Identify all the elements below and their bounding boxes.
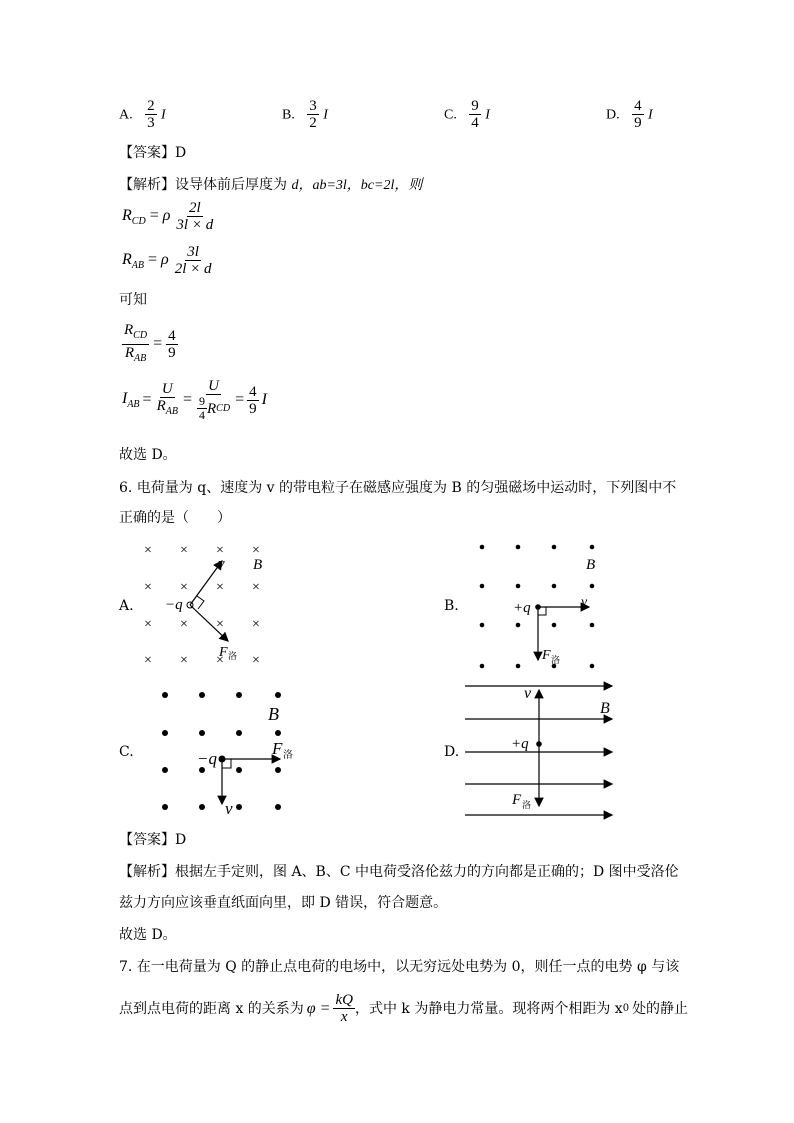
option-letter: A. [119, 107, 133, 123]
figure-a [115, 535, 295, 670]
answer-line-q6: 【答案】D [119, 832, 187, 848]
fraction: $\frac{2l}{3l \times d}$ [176, 200, 214, 233]
option-c: C. $\frac{9}{4}$ I [444, 98, 490, 131]
equation-rab: $R_{AB} = \rho$ $\frac{3l}{2l \times d}$ [122, 244, 212, 277]
fraction: $\frac{4}{9}$ [249, 383, 257, 417]
fraction: $\frac{3l}{2l \times d}$ [174, 244, 212, 277]
analysis-line: 【解析】设导体前后厚度为 d，ab=3l，bc=2l，则 [119, 177, 423, 193]
svg-text:×: × [180, 653, 188, 668]
figure-b-label: B. [444, 598, 459, 614]
label-charge: +q [513, 600, 531, 616]
svg-text:×: × [216, 543, 224, 558]
figure-d [460, 678, 620, 823]
fraction: $\frac{2}{3}$ [147, 98, 155, 131]
label-b: B [600, 700, 610, 717]
label-charge: −q [165, 597, 183, 613]
label-b: B [268, 704, 279, 724]
label-f-sub: 洛 [283, 750, 293, 761]
fraction: $\frac{3}{2}$ [309, 98, 317, 131]
figure-a-label: A. [119, 598, 134, 614]
label-v: v [581, 595, 588, 610]
question-7-line1: 7. 在一电荷量为 Q 的静止点电荷的电场中，以无穷远处电势为 0，则任一点的电势 φ 与该 [119, 959, 680, 975]
label-v: v [524, 685, 532, 702]
fraction: $\frac{R_{CD}}{R_{AB}}$ [124, 322, 148, 364]
svg-text:×: × [180, 617, 188, 632]
label-charge: −q [197, 749, 217, 768]
svg-text:×: × [216, 580, 224, 595]
fraction: $\frac{kQ}{x}$ [335, 992, 353, 1025]
option-b: B. $\frac{3}{2}$ I [282, 98, 328, 131]
svg-text:×: × [144, 653, 152, 668]
svg-text:×: × [144, 543, 152, 558]
label-f-sub: 洛 [522, 800, 532, 810]
label-f: F [542, 648, 551, 663]
keyi-text: 可知 [119, 292, 147, 308]
svg-text:×: × [252, 580, 260, 595]
label-v: v [218, 556, 225, 572]
label-f: F [272, 739, 283, 758]
fraction: U $\frac{9}{4}$ R CD [199, 378, 231, 422]
svg-text:×: × [216, 653, 224, 668]
svg-text:×: × [180, 543, 188, 558]
fraction: $\frac{4}{9}$ [168, 328, 176, 361]
equation-ratio: $\frac{R_{CD}}{R_{AB}}$ = $\frac{4}{9}$ [122, 322, 178, 367]
option-a: A. $\frac{2}{3}$ I [119, 98, 166, 131]
option-d: D. $\frac{4}{9}$ I [606, 98, 653, 131]
svg-text:×: × [252, 653, 260, 668]
analysis-q6-line2: 兹力方向应该垂直纸面向里，即 D 错误，符合题意。 [119, 895, 448, 911]
svg-text:×: × [252, 543, 260, 558]
answer-line: 【答案】D [119, 145, 187, 161]
fraction: $\frac{U}{R_{AB}}$ [156, 380, 178, 417]
label-v: v [225, 799, 233, 818]
question-7-line2: 点到点电荷的距离 x 的关系为 φ = $\frac{kQ}{x}$ ，式中 k 为静电力常量。现将两个相距为 x 0 处的静止 [119, 992, 689, 1025]
label-b: B [586, 557, 596, 573]
question-6-line1: 6. 电荷量为 q、速度为 v 的带电粒子在磁感应强度为 B 的匀强磁场中运动时，下列图中不 [119, 480, 677, 496]
svg-text:×: × [180, 580, 188, 595]
fraction: $\frac{9}{4}$ [471, 98, 479, 131]
figure-c [150, 682, 300, 822]
label-f: F [512, 792, 522, 808]
svg-text:×: × [252, 617, 260, 632]
fraction: $\frac{4}{9}$ [634, 98, 642, 131]
figure-c-label: C. [119, 744, 134, 760]
svg-text:×: × [216, 617, 224, 632]
svg-text:×: × [144, 617, 152, 632]
figure-d-label: D. [444, 744, 460, 760]
label-b: B [253, 557, 263, 573]
cross-grid [144, 543, 263, 668]
label-f: F [219, 645, 228, 660]
conclusion-q5: 故选 D。 [119, 447, 177, 463]
label-f-sub: 洛 [228, 651, 238, 661]
label-charge: +q [511, 736, 529, 752]
figure-b [470, 535, 610, 675]
question-6-line2: 正确的是（ ） [119, 510, 231, 526]
equation-iab: $I_{AB}$ = $\frac{U}{R_{AB}}$ = U $\frac{9}{4}$ R CD = $\frac{4}{9}$ I [122, 378, 267, 422]
analysis-q6-line1: 【解析】根据左手定则，图 A、B、C 中电荷受洛伦兹力的方向都是正确的；D 图中受洛伦 [119, 864, 679, 880]
equation-rcd: $R_{CD} = \rho$ $\frac{2l}{3l \times d}$ [122, 200, 214, 233]
label-f-sub: 洛 [551, 655, 561, 665]
svg-text:×: × [144, 580, 152, 595]
conclusion-q6: 故选 D。 [119, 927, 177, 943]
